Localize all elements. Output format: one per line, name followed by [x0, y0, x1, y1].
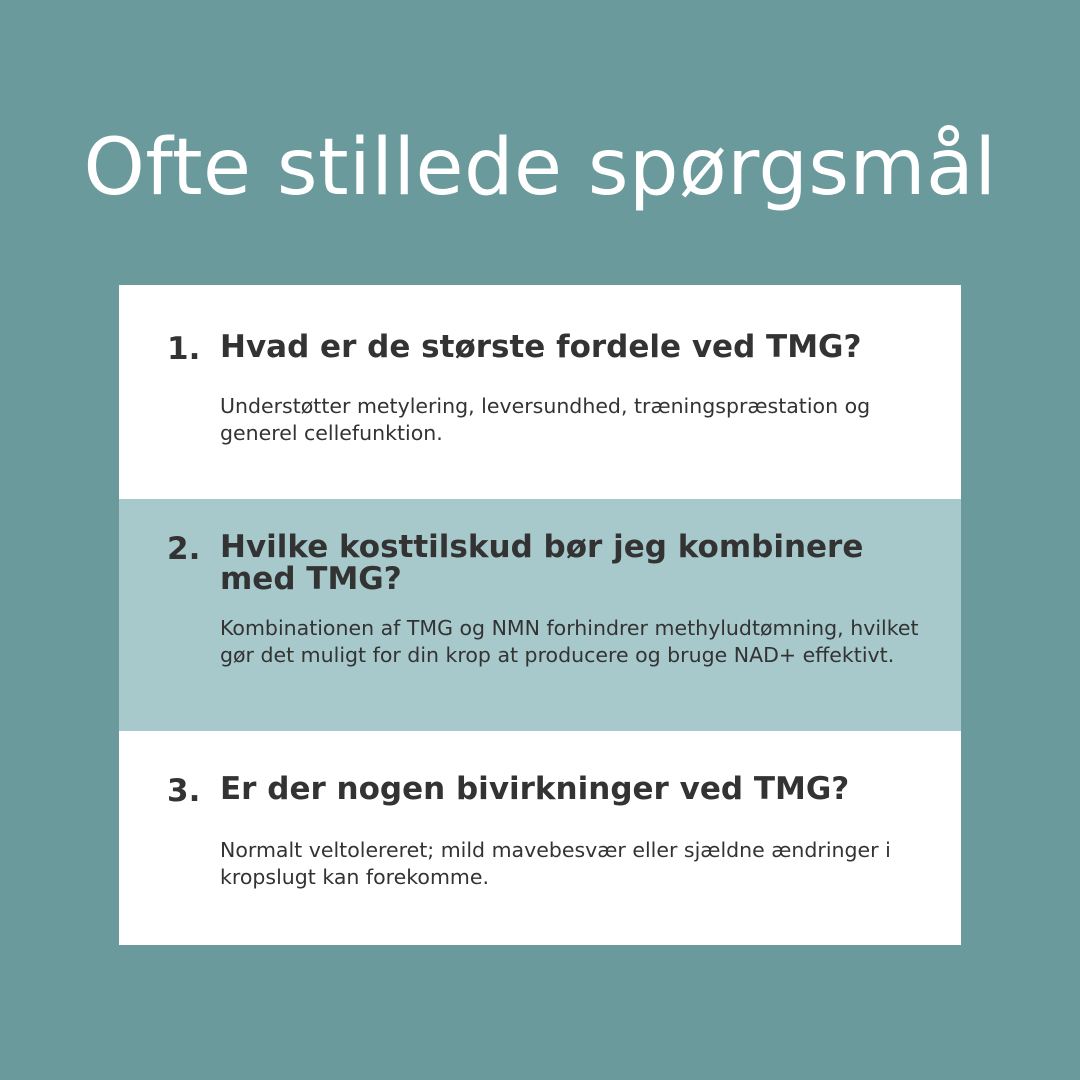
faq-item-number: 3.: [167, 773, 201, 809]
faq-question: Er der nogen bivirkninger ved TMG?: [220, 771, 850, 807]
faq-item-3: [119, 731, 961, 945]
faq-item-number: 1.: [167, 331, 201, 367]
faq-answer: Normalt veltolereret; mild mavebesvær eller sjældne ændringer i kropslugt kan forekomme.: [220, 838, 891, 889]
faq-item-2: [119, 499, 961, 731]
faq-item-1: [119, 285, 961, 499]
page-title: Ofte stillede spørgsmål: [83, 123, 997, 213]
faq-answer: Kombinationen af TMG og NMN forhindrer methyludtømning, hvilket gør det muligt for din krop at producere og bruge NAD+ effektivt.: [220, 616, 919, 667]
faq-question: Hvilke kosttilskud bør jeg kombinere med TMG?: [220, 529, 864, 597]
faq-question: Hvad er de største fordele ved TMG?: [220, 329, 862, 365]
faq-card: [119, 285, 961, 945]
faq-item-number: 2.: [167, 531, 201, 567]
faq-answer: Understøtter metylering, leversundhed, træningspræstation og generel cellefunktion.: [220, 394, 871, 445]
